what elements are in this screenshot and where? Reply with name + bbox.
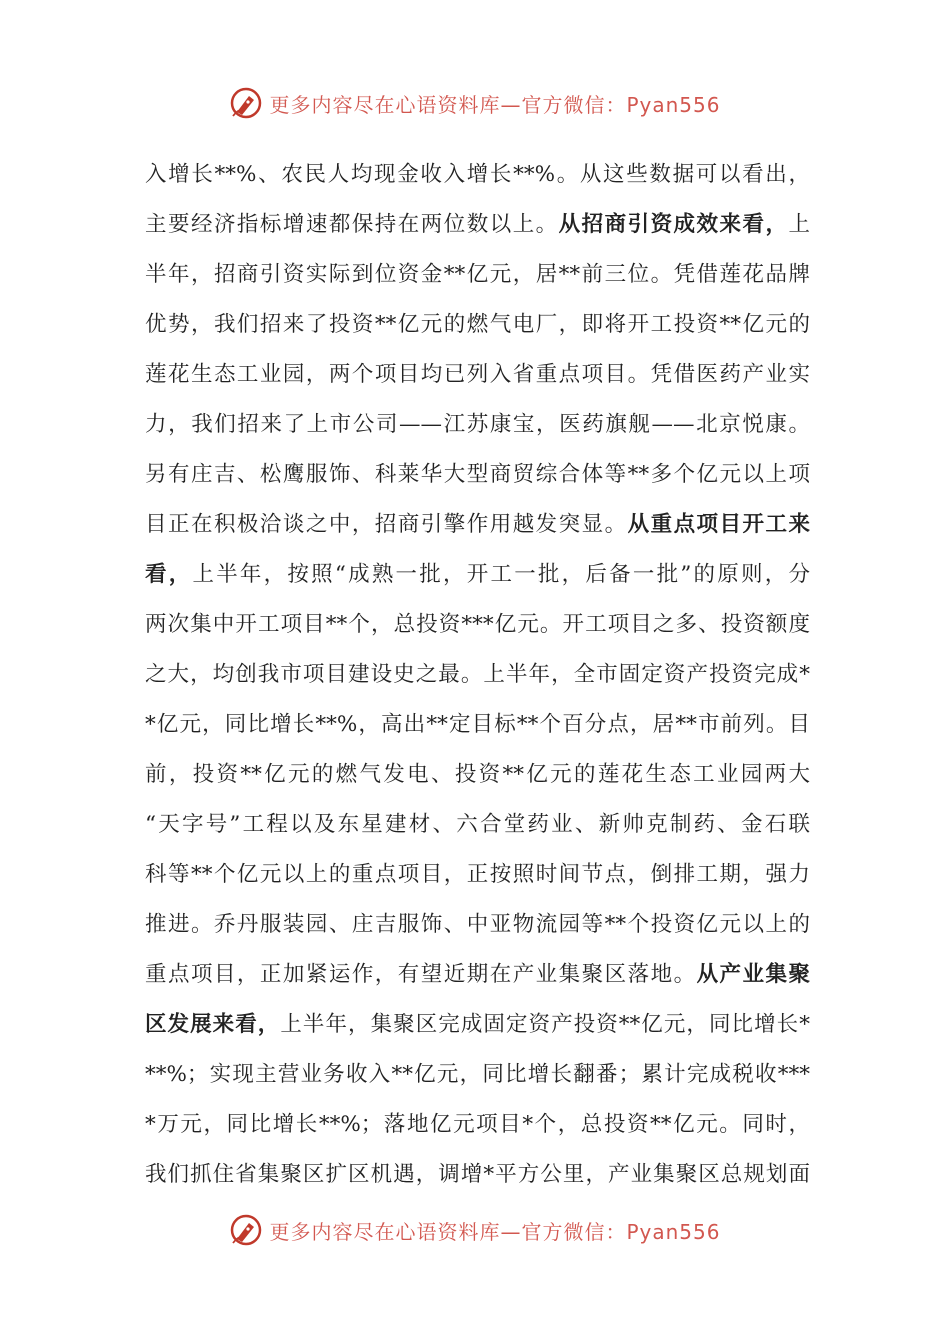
text-segment: 另有庄吉、松鹰服饰、科莱华大型商贸综合体等**多个亿元以上项: [145, 462, 810, 487]
text-segment: “天字号”工程以及东星建材、六合堂药业、新帅克制药、金石联: [145, 812, 810, 837]
text-segment: 目正在积极洽谈之中，招商引擎作用越发突显。: [145, 512, 628, 537]
text-line: [145, 400, 810, 450]
text-segment: 重点项目，正加紧运作，有望近期在产业集聚区落地。: [145, 962, 697, 987]
text-segment: 两次集中开工项目**个，总投资***亿元。开工项目之多、投资额度: [145, 612, 810, 637]
text-segment: 之大，均创我市项目建设史之最。上半年，全市固定资产投资完成*: [145, 662, 810, 687]
text-segment: 力，我们招来了上市公司——江苏康宝，医药旗舰——北京悦康。: [145, 412, 810, 437]
text-line: [145, 650, 810, 700]
header-banner: [0, 78, 950, 128]
bold-heading-text: 从产业集聚: [696, 962, 810, 987]
bold-heading-text: 看，: [145, 562, 193, 587]
text-line: [145, 550, 810, 600]
text-line: [145, 1100, 810, 1150]
text-segment: 入增长**%、农民人均现金收入增长**%。从这些数据可以看出，: [145, 162, 810, 187]
text-line: [145, 350, 810, 400]
text-line: [145, 700, 810, 750]
text-line: [145, 150, 810, 200]
text-segment: *万元，同比增长**%；落地亿元项目*个，总投资**亿元。同时，: [145, 1112, 810, 1137]
text-line: [145, 600, 810, 650]
text-line: [145, 1150, 810, 1200]
text-line: [145, 900, 810, 950]
text-line: [145, 1000, 810, 1050]
text-segment: 上半年，按照“成熟一批，开工一批，后备一批”的原则，分: [192, 562, 810, 587]
footer-banner: [0, 1205, 950, 1255]
text-line: [145, 250, 810, 300]
text-segment: 我们抓住省集聚区扩区机遇，调增*平方公里，产业集聚区总规划面: [145, 1162, 810, 1187]
text-line: [145, 200, 810, 250]
pen-nib-icon: [229, 1213, 263, 1247]
bold-heading-text: 从重点项目开工来: [627, 512, 810, 537]
text-segment: **%；实现主营业务收入**亿元，同比增长翻番；累计完成税收***: [145, 1062, 810, 1087]
text-line: [145, 800, 810, 850]
header-text: 更多内容尽在心语资料库—官方微信：Pyan556: [269, 92, 721, 117]
text-segment: 莲花生态工业园，两个项目均已列入省重点项目。凭借医药产业实: [145, 362, 810, 387]
text-segment: 推进。乔丹服装园、庄吉服饰、中亚物流园等**个投资亿元以上的: [145, 912, 810, 937]
text-line: [145, 950, 810, 1000]
text-line: [145, 500, 810, 550]
text-line: [145, 300, 810, 350]
bold-heading-text: 从招商引资成效来看，: [558, 212, 789, 237]
text-segment: 主要经济指标增速都保持在两位数以上。: [145, 212, 559, 237]
footer-text: 更多内容尽在心语资料库—官方微信：Pyan556: [269, 1219, 721, 1244]
text-segment: 上半年，集聚区完成固定资产投资**亿元，同比增长*: [280, 1012, 810, 1037]
text-line: [145, 450, 810, 500]
text-segment: 前，投资**亿元的燃气发电、投资**亿元的莲花生态工业园两大: [145, 762, 810, 787]
text-line: [145, 750, 810, 800]
document-body: [145, 150, 810, 1200]
text-line: [145, 1050, 810, 1100]
bold-heading-text: 区发展来看，: [145, 1012, 281, 1037]
text-segment: 半年，招商引资实际到位资金**亿元，居**前三位。凭借莲花品牌: [145, 262, 810, 287]
pen-nib-icon: [229, 86, 263, 120]
text-line: [145, 850, 810, 900]
text-segment: 科等**个亿元以上的重点项目，正按照时间节点，倒排工期，强力: [145, 862, 810, 887]
text-segment: 上: [788, 212, 810, 237]
text-segment: 优势，我们招来了投资**亿元的燃气电厂，即将开工投资**亿元的: [145, 312, 810, 337]
text-segment: *亿元，同比增长**%，高出**定目标**个百分点，居**市前列。目: [145, 712, 810, 737]
